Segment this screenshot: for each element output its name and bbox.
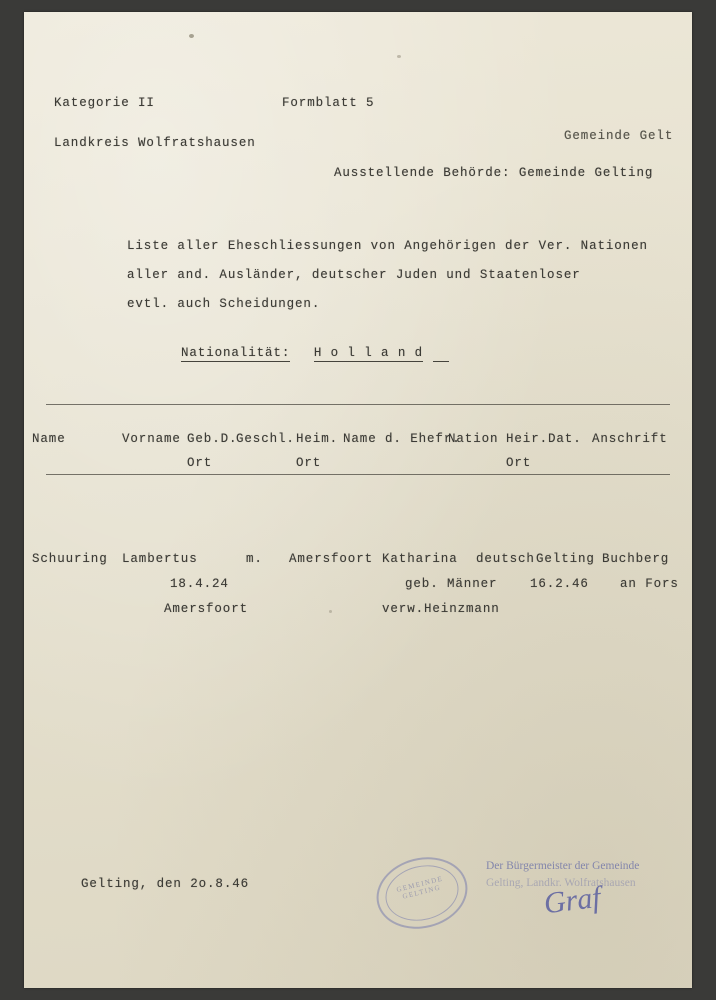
nationality-underline-tail <box>433 346 450 362</box>
col-header-geb-datum: Geb.D. <box>187 432 238 446</box>
behoerde-label: Ausstellende Behörde: Gemeinde Gelting <box>334 166 654 180</box>
cell-heirat-datum: 16.2.46 <box>530 577 589 591</box>
col-header-ehefrau: Name d. Ehefr. <box>343 432 461 446</box>
col-header-name: Name <box>32 432 66 446</box>
signature-line-2: Gelting, Landkr. Wolfratshausen <box>486 876 636 889</box>
stamp-text: GEMEINDE GELTING <box>395 874 444 901</box>
col-header-geschlecht: Geschl. <box>236 432 295 446</box>
nationality-value: H o l l a n d <box>313 346 424 360</box>
paper-speck <box>329 610 332 613</box>
paper-speck <box>397 55 401 58</box>
col-subheader-ort-heimat: Ort <box>296 456 322 470</box>
signature-line-1: Der Bürgermeister der Gemeinde <box>486 860 640 872</box>
cell-geschlecht: m. <box>246 552 263 566</box>
intro-line-2: aller and. Ausländer, deutscher Juden und Staatenloser <box>127 268 581 282</box>
document-page <box>24 12 692 988</box>
cell-geburts-ort: Amersfoort <box>164 602 249 616</box>
gemeinde-right-label: Gemeinde Gelt <box>564 129 674 143</box>
cell-heimat-ort: Amersfoort <box>289 552 374 566</box>
nationality-block <box>181 343 449 361</box>
table-bottom-rule <box>46 474 670 475</box>
cell-vorname: Lambertus <box>122 552 198 566</box>
col-header-vorname: Vorname <box>122 432 181 446</box>
col-subheader-ort-geb: Ort <box>187 456 213 470</box>
kategorie-label: Kategorie II <box>54 96 155 110</box>
col-header-nation: Nation <box>448 432 499 446</box>
handwritten-signature: Graf <box>542 880 603 921</box>
col-subheader-ort-heirat: Ort <box>506 456 532 470</box>
col-header-anschrift: Anschrift <box>592 432 668 446</box>
cell-geb-datum: 18.4.24 <box>170 577 229 591</box>
formblatt-label: Formblatt 5 <box>282 96 375 110</box>
nationality-label: Nationalität: <box>181 346 291 360</box>
cell-nation: deutsch <box>476 552 535 566</box>
place-date: Gelting, den 2o.8.46 <box>81 877 250 891</box>
cell-anschrift-2: an Fors <box>620 577 679 591</box>
col-header-heirat-datum: Heir.Dat. <box>506 432 582 446</box>
paper-speck <box>189 34 194 38</box>
cell-ehefrau-verw: verw.Heinzmann <box>382 602 500 616</box>
official-stamp <box>369 848 475 938</box>
intro-line-1: Liste aller Eheschliessungen von Angehörigen der Ver. Nationen <box>127 239 648 253</box>
cell-ehefrau-geb: geb. Männer <box>405 577 498 591</box>
intro-line-3: evtl. auch Scheidungen. <box>127 297 321 311</box>
cell-name: Schuuring <box>32 552 108 566</box>
cell-ehefrau-name: Katharina <box>382 552 458 566</box>
col-header-heimat: Heim. <box>296 432 339 446</box>
cell-anschrift: Buchberg <box>602 552 670 566</box>
landkreis-label: Landkreis Wolfratshausen <box>54 136 256 150</box>
cell-heirat-ort: Gelting <box>536 552 595 566</box>
table-top-rule <box>46 404 670 405</box>
